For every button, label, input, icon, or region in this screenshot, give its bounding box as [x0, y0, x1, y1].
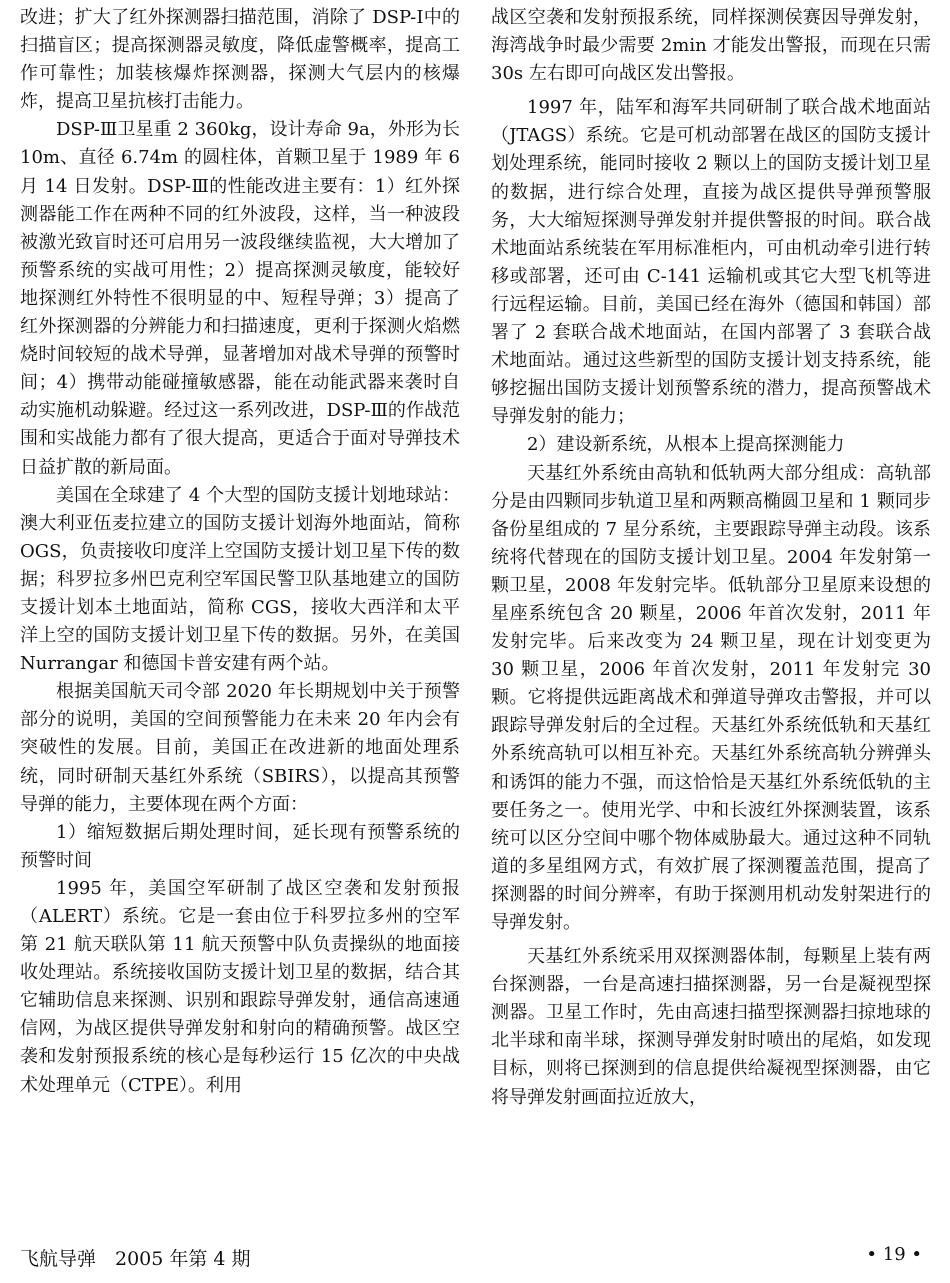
- paragraph: 根据美国航天司令部 2020 年长期规划中关于预警部分的说明，美国的空间预警能力在未来 20 年内会有突破性的发展。目前，美国正在改进新的地面处理系统，同时研制天基红外系统（SBIRS），以提高其预警导弹的能力，主要体现在两个方面：: [20, 681, 460, 815]
- paragraph: 美国在全球建了 4 个大型的国防支援计划地球站：澳大利亚伍麦拉建立的国防支援计划海外地面站，简称 OGS，负责接收印度洋上空国防支援计划卫星下传的数据；科罗拉多州巴克利空军国民警卫队基地建立的国防支援计划本土地面站，简称 CGS，接收大西洋和太平洋上空的国防支援计划卫星下传的数据。另外，在美国 Nurrangar 和德国卡普安建有两个站。: [20, 484, 460, 675]
- paragraph: 天基红外系统采用双探测器体制，每颗星上装有两台探测器，一台是高速扫描探测器，另一台是凝视型探测器。卫星工作时，先由高速扫描型探测器扫掠地球的北半球和南半球，探测导弹发射时喷出的尾焰，如发现目标，则将已探测到的信息提供给凝视型探测器，由它将导弹发射画面拉近放大，: [491, 946, 931, 1108]
- journal-footer: 飞航导弹 2005 年第 4 期: [20, 1248, 251, 1270]
- right-column: [491, 4, 931, 1112]
- paragraph: 2）建设新系统，从根本上提高探测能力: [527, 434, 845, 456]
- paragraph: 1995 年，美国空军研制了战区空袭和发射预报（ALERT）系统。它是一套由位于科罗拉多州的空军第 21 航天联队第 11 航天预警中队负责操纵的地面接收处理站。系统接收国防支援计划卫星的数据，结合其它辅助信息来探测、识别和跟踪导弹发射，通信高速通信网，为战区提供导弹发射和射向的精确预警。战区空袭和发射预报系统的核心是每秒运行 15 亿次的中央战术处理单元（CTPE）。利用: [20, 877, 460, 1096]
- paragraph: 战区空袭和发射预报系统，同样探测侯赛因导弹发射，海湾战争时最少需要 2min 才能发出警报，而现在只需 30s 左右即可向战区发出警报。: [491, 7, 931, 85]
- paragraph: DSP-Ⅲ卫星重 2 360kg，设计寿命 9a，外形为长 10m、直径 6.74m 的圆柱体，首颗卫星于 1989 年 6 月 14 日发射。DSP-Ⅲ的性能改进主要有：1）红外探测器能工作在两种不同的红外波段，这样，当一种波段被激光致盲时还可启用另一波段继续监视，大大增加了预警系统的实战可用性；2）提高探测灵敏度，能较好地探测红外特性不很明显的中、短程导弹；3）提高了红外探测器的分辨能力和扫描速度，更利于探测火焰燃烧时间较短的战术导弹，显著增加对战术导弹的预警时间；4）携带动能碰撞敏感器，能在动能武器来袭时自动实施机动躲避。经过这一系列改进，DSP-Ⅲ的作战范围和实战能力都有了很大提高，更适合于面对导弹技术日益扩散的新局面。: [20, 119, 460, 478]
- paragraph: 改进；扩大了红外探测器扫描范围，消除了 DSP-Ⅰ中的扫描盲区；提高探测器灵敏度，降低虚警概率，提高工作可靠性；加装核爆炸探测器，探测大气层内的核爆炸，提高卫星抗核打击能力。: [20, 7, 460, 113]
- paragraph: 1）缩短数据后期处理时间，延长现有预警系统的预警时间: [20, 821, 460, 871]
- left-column: [20, 4, 460, 1100]
- paragraph: 天基红外系统由高轨和低轨两大部分组成：高轨部分是由四颗同步轨道卫星和两颗高椭圆卫星和 1 颗同步备份星组成的 7 星分系统，主要跟踪导弹主动段。该系统将代替现在的国防支援计划卫星。2004 年发射第一颗卫星，2008 年发射完毕。低轨部分卫星原来设想的星座系统包含 20 颗星，2006 年首次发射，2011 年发射完毕。后来改变为 24 颗卫星，现在计划变更为 30 颗卫星，2006 年首次发射，2011 年发射完 30 颗。它将提供远距离战术和弹道导弹攻击警报，并可以跟踪导弹发射后的全过程。天基红外系统低轨和天基红外系统高轨可以相互补充。天基红外系统高轨分辨弹头和诱饵的能力不强，而这恰恰是天基红外系统低轨的主要任务之一。使用光学、中和长波红外探测装置，该系统可以区分空间中哪个物体威胁最大。通过这种不同轨道的多星组网方式，有效扩展了探测覆盖范围，提高了探测器的时间分辨率，有助于探测用机动发射架进行的导弹发射。: [491, 462, 931, 933]
- paragraph: 1997 年，陆军和海军共同研制了联合战术地面站（JTAGS）系统。它是可机动部署在战区的国防支援计划处理系统，能同时接收 2 颗以上的国防支援计划卫星的数据，进行综合处理，直接为战区提供导弹预警服务，大大缩短探测导弹发射并提供警报的时间。联合战术地面站系统装在军用标准柜内，可由机动牵引进行转移或部署，还可由 C-141 运输机或其它大型飞机等进行远程运输。目前，美国已经在海外（德国和韩国）部署了 2 套联合战术地面站，在国内部署了 3 套联合战术地面站。通过这些新型的国防支援计划支持系统，能够挖掘出国防支援计划预警系统的潜力，提高预警战术导弹发射的能力；: [491, 97, 931, 428]
- page-number: • 19 •: [866, 1244, 922, 1265]
